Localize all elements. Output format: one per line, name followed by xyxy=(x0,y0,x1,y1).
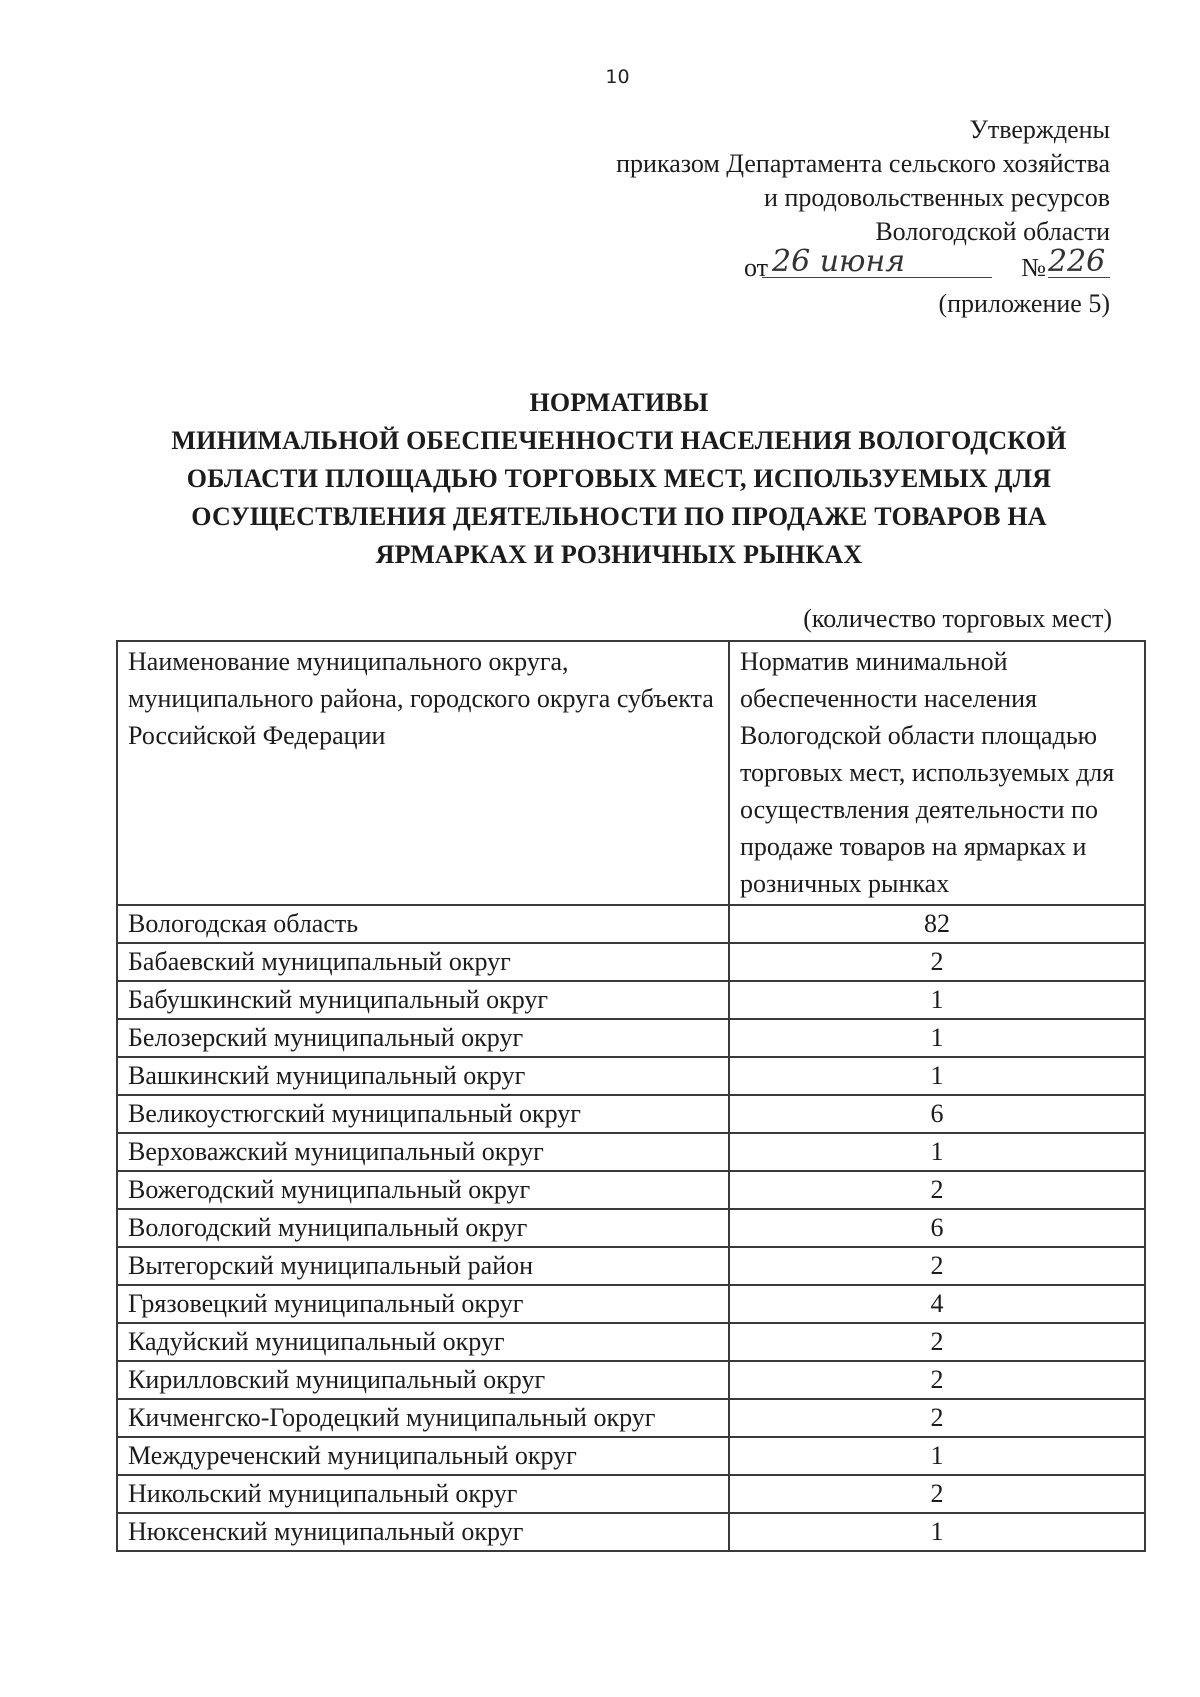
table-row xyxy=(117,1209,1145,1247)
unit-note: (количество торговых мест) xyxy=(803,604,1112,633)
norm-value-cell: 6 xyxy=(729,1209,1145,1247)
table-row xyxy=(117,1247,1145,1285)
appendix-label: (приложение 5) xyxy=(938,289,1110,318)
table-row xyxy=(117,981,1145,1019)
table-row xyxy=(117,1513,1145,1551)
district-name-cell: Кадуйский муниципальный округ xyxy=(117,1323,729,1361)
norm-value-cell: 82 xyxy=(729,905,1145,943)
district-name-cell: Вожегодский муниципальный округ xyxy=(117,1171,729,1209)
district-name-cell: Кичменгско-Городецкий муниципальный округ xyxy=(117,1399,729,1437)
table-row xyxy=(117,905,1145,943)
norm-value-cell: 1 xyxy=(729,1133,1145,1171)
norm-value-cell: 2 xyxy=(729,1323,1145,1361)
district-name-cell: Вашкинский муниципальный округ xyxy=(117,1057,729,1095)
norm-value-cell: 2 xyxy=(729,1171,1145,1209)
table-row xyxy=(117,1133,1145,1171)
table-row xyxy=(117,1095,1145,1133)
norm-value-cell: 1 xyxy=(729,1057,1145,1095)
header-value-cell: Норматив минимальной обеспеченности населения Вологодской области площадью торговых мест, используемых для осуществления деятельности по продаже товаров на ярмарках и розничных рынках xyxy=(729,641,1145,905)
district-name-cell: Верховажский муниципальный округ xyxy=(117,1133,729,1171)
document-title xyxy=(90,384,1148,574)
handwritten-number: 226 xyxy=(1048,245,1110,278)
norms-table xyxy=(116,640,1146,1552)
norm-value-cell: 2 xyxy=(729,943,1145,981)
district-name-cell: Великоустюгский муниципальный округ xyxy=(117,1095,729,1133)
norm-value-cell: 2 xyxy=(729,1399,1145,1437)
table-header-row xyxy=(117,641,1145,905)
norm-value-cell: 2 xyxy=(729,1361,1145,1399)
district-name-cell: Междуреченский муниципальный округ xyxy=(117,1437,729,1475)
handwritten-date: 26 июня xyxy=(762,245,992,278)
from-label: от xyxy=(743,253,768,282)
table-row xyxy=(117,1475,1145,1513)
district-name-cell: Бабаевский муниципальный округ xyxy=(117,943,729,981)
approval-line: Вологодской области xyxy=(875,217,1110,246)
norm-value-cell: 1 xyxy=(729,981,1145,1019)
table-row xyxy=(117,1399,1145,1437)
approval-line: приказом Департамента сельского хозяйства xyxy=(616,149,1110,178)
approval-block xyxy=(510,113,1110,321)
district-name-cell: Нюксенский муниципальный округ xyxy=(117,1513,729,1551)
header-name-cell: Наименование муниципального округа, муниципального района, городского округа субъекта Российской Федерации xyxy=(117,641,729,905)
norm-value-cell: 1 xyxy=(729,1513,1145,1551)
district-name-cell: Вытегорский муниципальный район xyxy=(117,1247,729,1285)
district-name-cell: Вологодская область xyxy=(117,905,729,943)
norm-value-cell: 6 xyxy=(729,1095,1145,1133)
table-row xyxy=(117,1437,1145,1475)
table-row xyxy=(117,1019,1145,1057)
district-name-cell: Белозерский муниципальный округ xyxy=(117,1019,729,1057)
approval-line: Утверждены xyxy=(969,115,1110,144)
title-main: НОРМАТИВЫ xyxy=(529,388,709,417)
table-row xyxy=(117,1361,1145,1399)
district-name-cell: Грязовецкий муниципальный округ xyxy=(117,1285,729,1323)
district-name-cell: Вологодский муниципальный округ xyxy=(117,1209,729,1247)
district-name-cell: Бабушкинский муниципальный округ xyxy=(117,981,729,1019)
number-label: № xyxy=(1021,253,1046,282)
table-row xyxy=(117,1057,1145,1095)
table-row xyxy=(117,943,1145,981)
table-row xyxy=(117,1171,1145,1209)
approval-date-line xyxy=(510,244,1110,287)
table-row xyxy=(117,1323,1145,1361)
norm-value-cell: 2 xyxy=(729,1247,1145,1285)
norm-value-cell: 1 xyxy=(729,1019,1145,1057)
district-name-cell: Кирилловский муниципальный округ xyxy=(117,1361,729,1399)
table-row xyxy=(117,1285,1145,1323)
page-number: 10 xyxy=(605,66,630,88)
approval-line: и продовольственных ресурсов xyxy=(764,183,1110,212)
district-name-cell: Никольский муниципальный округ xyxy=(117,1475,729,1513)
norm-value-cell: 1 xyxy=(729,1437,1145,1475)
norm-value-cell: 2 xyxy=(729,1475,1145,1513)
norm-value-cell: 4 xyxy=(729,1285,1145,1323)
title-subtitle: МИНИМАЛЬНОЙ ОБЕСПЕЧЕННОСТИ НАСЕЛЕНИЯ ВОЛОГОДСКОЙ ОБЛАСТИ ПЛОЩАДЬЮ ТОРГОВЫХ МЕСТ, ИСПОЛЬЗУЕМЫХ ДЛЯ ОСУЩЕСТВЛЕНИЯ ДЕЯТЕЛЬНОСТИ ПО ПРОДАЖЕ ТОВАРОВ НА ЯРМАРКАХ И РОЗНИЧНЫХ РЫНКАХ xyxy=(171,426,1067,569)
